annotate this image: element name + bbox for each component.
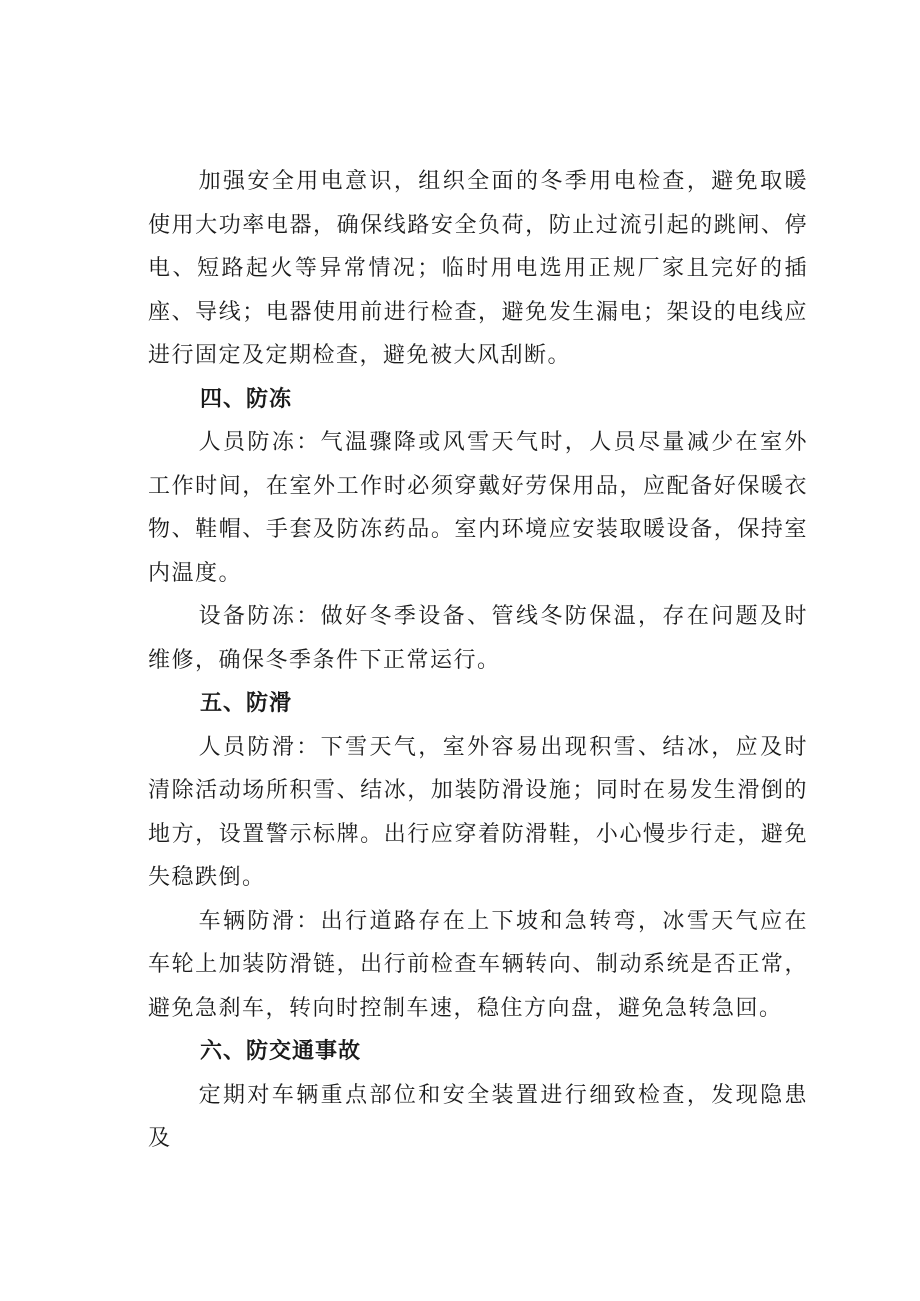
paragraph-electricity-safety: 加强安全用电意识，组织全面的冬季用电检查，避免取暖使用大功率电器，确保线路安全负荷，防止过流引起的跳闸、停电、短路起火等异常情况；临时用电选用正规厂家且完好的插座、导线；电器使用前进行检查，避免发生漏电；架设的电线应进行固定及定期检查，避免被大风刮断。 xyxy=(148,169,808,368)
document-body xyxy=(148,160,808,1161)
paragraph-personnel-antifreeze: 人员防冻：气温骤降或风雪天气时，人员尽量减少在室外工作时间，在室外工作时必须穿戴好劳保用品，应配备好保暖衣物、鞋帽、手套及防冻药品。室内环境应安装取暖设备，保持室内温度。 xyxy=(148,430,808,586)
heading-traffic-accident: 六、防交通事故 xyxy=(200,1039,362,1064)
paragraph-personnel-antislip: 人员防滑：下雪天气，室外容易出现积雪、结冰，应及时清除活动场所积雪、结冰，加装防滑设施；同时在易发生滑倒的地方，设置警示标牌。出行应穿着防滑鞋，小心慢步行走，避免失稳跌倒。 xyxy=(148,734,808,890)
paragraph-vehicle-inspection: 定期对车辆重点部位和安全装置进行细致检查，发现隐患及 xyxy=(148,1082,808,1151)
heading-antifreeze: 四、防冻 xyxy=(200,386,293,412)
heading-antislip: 五、防滑 xyxy=(200,691,293,716)
paragraph-vehicle-antislip: 车辆防滑：出行道路存在上下坡和急转弯，冰雪天气应在车轮上加装防滑链，出行前检查车辆转向、制动系统是否正常，避免急刹车，转向时控制车速，稳住方向盘，避免急转急回。 xyxy=(148,908,808,1021)
paragraph-equipment-antifreeze: 设备防冻：做好冬季设备、管线冬防保温，存在问题及时维修，确保冬季条件下正常运行。 xyxy=(148,604,808,673)
